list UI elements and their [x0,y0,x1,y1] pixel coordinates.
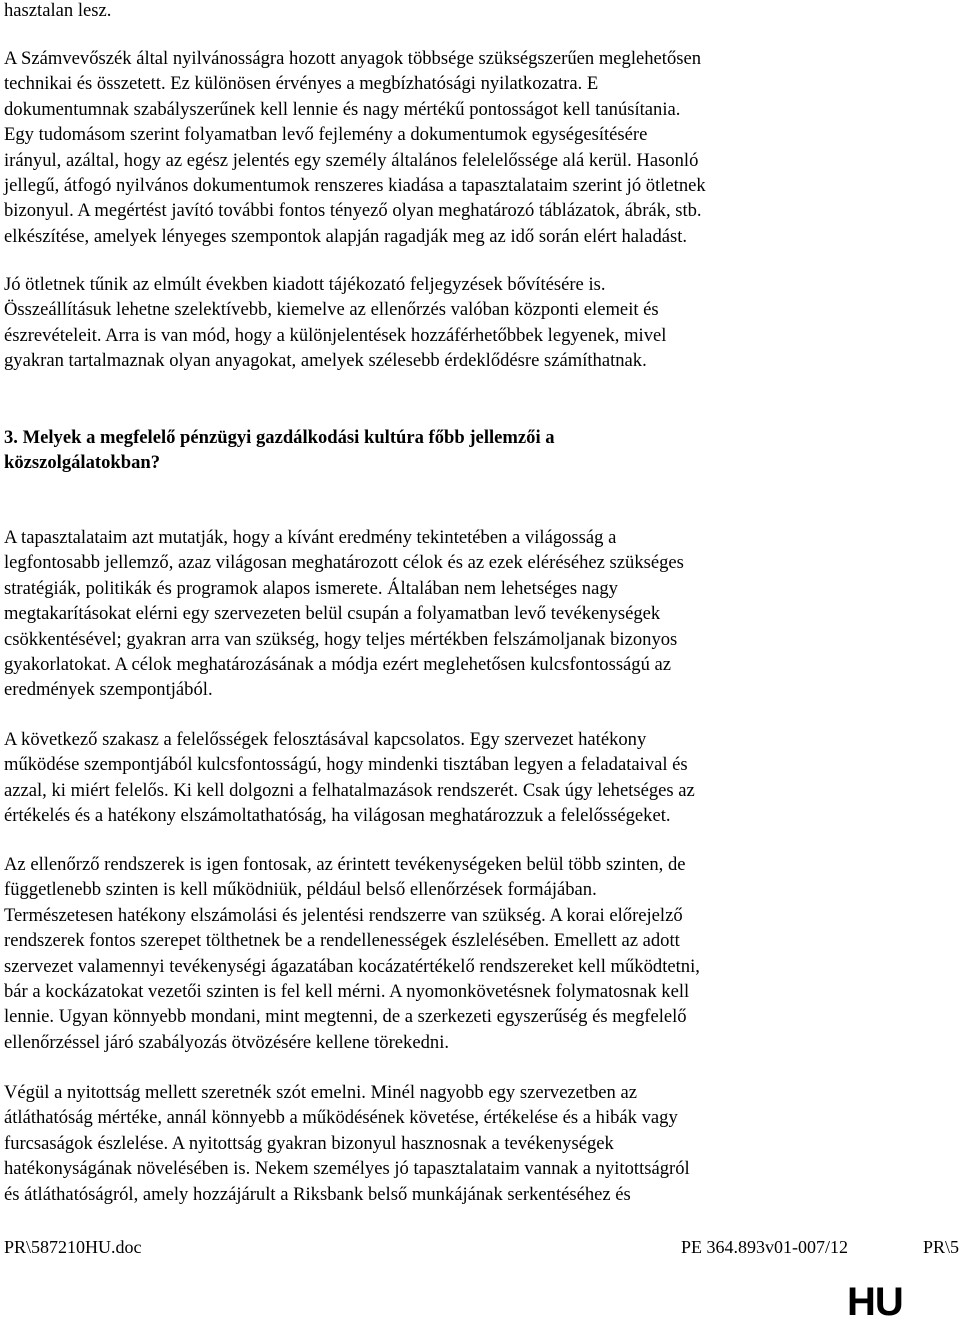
heading-line: 3. Melyek a megfelelő pénzügyi gazdálkodási kultúra főbb jellemzői a [4,427,555,448]
text-line: furcsaságok észlelése. A nyitottság gyakran bizonyul hasznosnak a tevékenységek [4,1132,614,1154]
paragraph-clarity [4,525,684,703]
text-line: eredmények szempontjából. [4,679,213,701]
text-line: hatékonyságának növelésében is. Nekem személyes jó tapasztalataim vannak a nyitottságról [4,1158,690,1180]
language-code: HU [847,1280,903,1324]
section-heading [4,425,555,476]
text-line: gyakran tartalmaznak olyan anyagokat, amelyek szélesebb érdeklődésre számíthatnak. [4,350,647,372]
text-line: Egy tudomásom szerint folyamatban levő fejlemény a dokumentumok egységesítésére [4,124,648,146]
text-line: stratégiák, politikák és programok alapos ismerete. Általában nem lehetséges nagy [4,577,618,599]
text-line: hasztalan lesz. [4,0,112,21]
footer-filename: PR\587210HU.doc [4,1237,142,1257]
text-line: átláthatóság mértéke, annál könnyebb a működésének követése, értékelése és a hibák vagy [4,1107,678,1129]
text-line: értékelés és a hatékony elszámoltathatóság, ha világosan meghatározzuk a felelősségeket. [4,805,671,827]
footer-filename-truncated: PR\5 [923,1237,960,1257]
text-line: szervezet valamennyi tevékenységi ágazatában kocázatértékelő rendszereket kell működtetni, [4,955,700,977]
text-line: A következő szakasz a felelősségek felosztásával kapcsolatos. Egy szervezet hatékony [4,729,647,750]
text-line: Jó ötletnek tűnik az elmúlt években kiadott tájékozató feljegyzések bővítésére is. [4,274,606,295]
text-line: rendszerek fontos szerepet tölthetnek be a rendellenességek észlelésében. Emellett az adott [4,930,680,952]
text-line: csökkentésével; gyakran arra van szükség, hogy teljes mértékben felszámoljanak bizonyos [4,628,678,650]
text-line: bár a kockázatokat vezetői szinten is fel kell mérni. A nyomonkövetésnek folymatosnak kell [4,980,690,1002]
text-line: lennie. Ugyan könnyebb mondani, mint megtenni, de a szerkezeti egyszerűség és megfelelő [4,1006,687,1028]
text-line: A tapasztalataim azt mutatják, hogy a kívánt eredmény tekintetében a világosság a [4,527,617,548]
text-line: Az ellenőrző rendszerek is igen fontosak, az érintett tevékenységeken belül több szinten, de [4,854,686,875]
text-line: megtakarításokat elérni egy szervezeten belül csupán a folyamatban levő tevékenységek [4,603,661,625]
text-line: elkészítése, amelyek lényeges szempontok alapján ragadják meg az idő során elért haladást. [4,225,688,247]
paragraph-control-systems [4,852,700,1055]
text-line: A Számvevőszék által nyilvánosságra hozott anyagok többsége szükségszerűen meglehetősen [4,48,702,69]
text-line: jellegű, átfogó nyilvános dokumentumok renszeres kiadása a tapasztalataim szerint jó ötletnek [4,174,706,196]
text-line: irányul, azáltal, hogy az egész jelentés egy személy általános felelelőssége alá kerül. Hasonló [4,149,699,171]
paragraph-audit-publications [4,46,706,249]
text-line: Természetesen hatékony elszámolási és jelentési rendszerre van szükség. A korai előrejelző [4,904,683,926]
heading-line: közszolgálatokban? [4,452,161,474]
text-line: legfontosabb jellemző, azaz világosan meghatározott célok és az ezek eléréséhez szükséges [4,552,684,574]
page-footer [4,1234,960,1260]
paragraph-responsibilities [4,727,695,829]
text-line: Összeállításuk lehetne szelektívebb, kiemelve az ellenőrzés valóban központi elemeit és [4,299,659,321]
paragraph-continuation [4,0,111,23]
text-line: függetlenebb szinten is kell működniük, például belső ellenőrzések formájában. [4,879,597,901]
text-line: Végül a nyitottság mellett szeretnék szót emelni. Minél nagyobb egy szervezetben az [4,1082,637,1103]
text-line: és átláthatóságról, amely hozzájárult a Riksbank belső munkájának serkentéséhez és [4,1183,631,1205]
text-line: ellenőrzéssel járó szabályozás ötvözésére kellene törekedni. [4,1031,450,1053]
footer-document-reference: PE 364.893v01-007/12 [681,1237,849,1257]
paragraph-openness [4,1080,690,1207]
text-line: technikai és összetett. Ez különösen érvényes a megbízhatósági nyilatkozatra. E [4,73,599,95]
text-line: dokumentumnak szabályszerűnek kell lennie és nagy mértékű pontosságot kell tanúsítania. [4,98,681,120]
text-line: gyakorlatokat. A célok meghatározásának a módja ezért meglehetősen kulcsfontosságú az [4,653,672,675]
paragraph-information-notes [4,272,666,374]
text-line: észrevételeit. Arra is van mód, hogy a különjelentések hozzáférhetőbbek legyenek, mivel [4,324,667,346]
text-line: működése szempontjából kulcsfontosságú, hogy mindenki tisztában legyen a feladataival és [4,754,688,776]
text-line: azzal, ki miért felelős. Ki kell dolgozni a felhatalmazások rendszerét. Csak úgy lehetséges az [4,779,695,801]
text-line: bizonyul. A megértést javító további fontos tényező olyan meghatározó táblázatok, ábrák, stb. [4,200,702,222]
